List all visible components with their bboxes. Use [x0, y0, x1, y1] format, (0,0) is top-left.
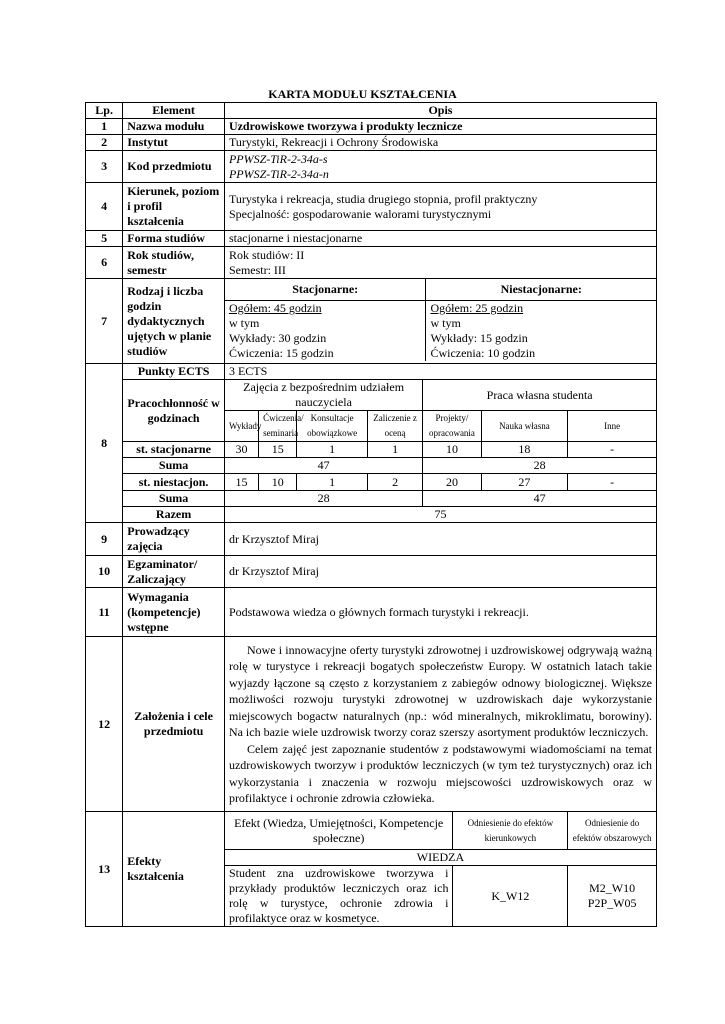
specialization-line: Specjalność: gospodarowanie walorami turystycznymi	[228, 206, 492, 221]
row-label: Wymagania (kompetencje) wstępne	[123, 588, 225, 637]
part-time-total: Ogółem: 25 godzin	[430, 301, 524, 315]
hours-cell: -	[568, 474, 657, 491]
row-8-part-time	[86, 474, 657, 491]
header-opis: Opis	[224, 103, 656, 119]
study-form: stacjonarne i niestacjonarne	[224, 231, 656, 247]
row-label: Egzaminator/ Zaliczający	[123, 556, 225, 588]
row-6	[86, 247, 657, 279]
row-8-group-header	[86, 380, 657, 411]
col-self-study: Nauka własna	[481, 411, 568, 442]
institute: Turystyki, Rekreacji i Ochrony Środowiska	[224, 135, 656, 151]
area-ref-2: P2P_W05	[587, 896, 637, 910]
hours-cell: -	[568, 442, 657, 458]
part-time-incl: w tym	[430, 316, 461, 330]
ects-value: 3 ECTS	[224, 364, 656, 380]
teaching-hours	[224, 279, 656, 364]
course-codes	[224, 151, 656, 183]
row-label: Rodzaj i liczba godzin dydaktycznych ujętych w planie studiów	[123, 279, 225, 364]
row-number: 1	[86, 119, 123, 135]
sum-label: Suma	[123, 491, 225, 507]
module-name: Uzdrowiskowe tworzywa i produkty lecznicze	[224, 119, 656, 135]
stationary-header: Stacjonarne:	[225, 279, 426, 301]
field-of-study	[224, 183, 656, 231]
row-number: 6	[86, 247, 123, 279]
knowledge-section: WIEDZA	[224, 850, 656, 866]
contact-hours-header: Zajęcia z bezpośrednim udziałem nauczyciela	[224, 380, 422, 411]
stationary-incl: w tym	[228, 316, 260, 330]
effect-col-header: Efekt (Wiedza, Umiejętności, Kompetencje społeczne)	[224, 812, 453, 850]
hours-cell: 1	[297, 442, 367, 458]
row-number: 2	[86, 135, 123, 151]
row-8-stationary	[86, 442, 657, 458]
stationary-exercises: Ćwiczenia: 15 godzin	[228, 346, 334, 360]
row-number: 11	[86, 588, 123, 637]
objectives-paragraph-2: Celem zajęć jest zapoznanie studentów z podstawowymi wiadomościami na temat uzdrowiskowych tworzyw i produktów leczniczych (w tym też turystycznych) oraz ich wykorzystania i znaczenia w rozwoju miejscowości uzdrowiskowych oraz w profilaktyce i ochronie zdrowia człowieka.	[228, 741, 652, 805]
part-time-label: st. niestacjon.	[123, 474, 225, 491]
lecturer: dr Krzysztof Miraj	[224, 523, 656, 556]
sum-self-study: 47	[423, 491, 657, 507]
prerequisites: Podstawowa wiedza o głównych formach turystyki i rekreacji.	[224, 588, 656, 637]
row-12	[86, 637, 657, 812]
row-label: Forma studiów	[123, 231, 225, 247]
course-code-stationary: PPWSZ-TiR-2-34a-s	[228, 151, 328, 166]
objectives-paragraph-1: Nowe i innowacyjne oferty turystyki zdrowotnej i uzdrowiskowej odgrywają ważną rolę w turystyce i rekreacji bogatych społeczeństw Europy. W ostatnich latach takie wyjazdy łączone są często z korzystaniem z zabiegów odnowy biologicznej. Większe możliwości rozwoju turystyki zdrowotnej w uzdrowiskach daje wykorzystanie miejscowych bogactw naturalnych (np.: wód mineralnych, mikroklimatu, borowiny). Na ich bazie wiele uzdrowisk tworzy coraz szerszy asortyment produktów leczniczych.	[228, 642, 652, 739]
stationary-label: st. stacjonarne	[123, 442, 225, 458]
hours-cell: 10	[259, 474, 297, 491]
col-lectures: Wykłady	[224, 411, 258, 442]
course-objectives	[224, 637, 656, 812]
total-value: 75	[224, 507, 656, 523]
row-8-stationary-sum	[86, 458, 657, 474]
ects-label: Punkty ECTS	[123, 364, 225, 380]
row-number: 8	[86, 364, 123, 523]
sum-label: Suma	[123, 458, 225, 474]
col-projects: Projekty/ opracowania	[423, 411, 481, 442]
row-label: Nazwa modułu	[123, 119, 225, 135]
part-time-exercises: Ćwiczenia: 10 godzin	[430, 346, 536, 360]
hours-cell: 2	[367, 474, 422, 491]
row-13-header	[86, 812, 657, 850]
course-code-part-time: PPWSZ-TiR-2-34a-n	[228, 166, 329, 181]
row-label: Kierunek, poziom i profil kształcenia	[123, 183, 225, 231]
header-lp: Lp.	[86, 103, 123, 119]
hours-cell: 30	[224, 442, 258, 458]
effect-description: Student zna uzdrowiskowe tworzywa i przykłady produktów leczniczych oraz ich rolę w turystyce, ochronie zdrowia i profilaktyce oraz w kosmetyce.	[224, 866, 453, 927]
hours-cell: 15	[224, 474, 258, 491]
row-11	[86, 588, 657, 637]
col-exercises: Ćwiczenia/ seminaria	[259, 411, 297, 442]
row-number: 7	[86, 279, 123, 364]
row-1	[86, 119, 657, 135]
semester: Semestr: III	[228, 262, 286, 277]
row-5	[86, 231, 657, 247]
row-number: 13	[86, 812, 123, 927]
sum-contact: 28	[224, 491, 422, 507]
row-4	[86, 183, 657, 231]
row-label: Efekty kształcenia	[123, 812, 225, 927]
row-label: Założenia i cele przedmiotu	[123, 637, 225, 812]
hours-cell: 1	[297, 474, 367, 491]
hours-cell: 10	[423, 442, 481, 458]
row-label: Prowadzący zajęcia	[123, 523, 225, 556]
direction-ref: K_W12	[453, 866, 568, 927]
row-number: 9	[86, 523, 123, 556]
row-label: Instytut	[123, 135, 225, 151]
year-semester	[224, 247, 656, 279]
row-3	[86, 151, 657, 183]
hours-cell: 27	[481, 474, 568, 491]
hours-cell: 1	[367, 442, 422, 458]
total-label: Razem	[123, 507, 225, 523]
row-7	[86, 279, 657, 364]
module-card-table	[85, 102, 657, 927]
row-10	[86, 556, 657, 588]
row-8-ects	[86, 364, 657, 380]
hours-cell: 20	[423, 474, 481, 491]
part-time-header: Niestacjonarne:	[426, 279, 656, 301]
study-year: Rok studiów: II	[228, 247, 305, 262]
row-8-part-time-sum	[86, 491, 657, 507]
row-number: 3	[86, 151, 123, 183]
hours-cell: 15	[259, 442, 297, 458]
row-2	[86, 135, 657, 151]
area-ref	[568, 866, 657, 927]
hours-cell: 18	[481, 442, 568, 458]
row-label: Kod przedmiotu	[123, 151, 225, 183]
sum-self-study: 28	[423, 458, 657, 474]
row-number: 10	[86, 556, 123, 588]
field-of-study-line: Turystyka i rekreacja, studia drugiego stopnia, profil praktyczny	[228, 191, 538, 206]
row-9	[86, 523, 657, 556]
col-consultations: Konsultacje obowiązkowe	[297, 411, 367, 442]
direction-ref-header: Odniesienie do efektów kierunkowych	[453, 812, 568, 850]
row-8-total	[86, 507, 657, 523]
row-number: 5	[86, 231, 123, 247]
workload-label: Pracochłonność w godzinach	[123, 380, 225, 442]
document-title: KARTA MODUŁU KSZTAŁCENIA	[268, 87, 457, 101]
self-study-header: Praca własna studenta	[423, 380, 657, 411]
row-label: Rok studiów, semestr	[123, 247, 225, 279]
stationary-total: Ogółem: 45 godzin	[228, 301, 322, 315]
col-other: Inne	[568, 411, 657, 442]
sum-contact: 47	[224, 458, 422, 474]
area-ref-header: Odniesienie do efektów obszarowych	[568, 812, 657, 850]
header-element: Element	[123, 103, 225, 119]
part-time-hours	[426, 301, 656, 362]
row-number: 12	[86, 637, 123, 812]
header-row	[86, 103, 657, 119]
area-ref-1: M2_W10	[589, 881, 636, 895]
row-number: 4	[86, 183, 123, 231]
part-time-lectures: Wykłady: 15 godzin	[430, 331, 528, 345]
stationary-lectures: Wykłady: 30 godzin	[228, 331, 327, 345]
col-graded-credit: Zaliczenie z oceną	[367, 411, 422, 442]
stationary-hours	[225, 301, 426, 362]
examiner: dr Krzysztof Miraj	[224, 556, 656, 588]
